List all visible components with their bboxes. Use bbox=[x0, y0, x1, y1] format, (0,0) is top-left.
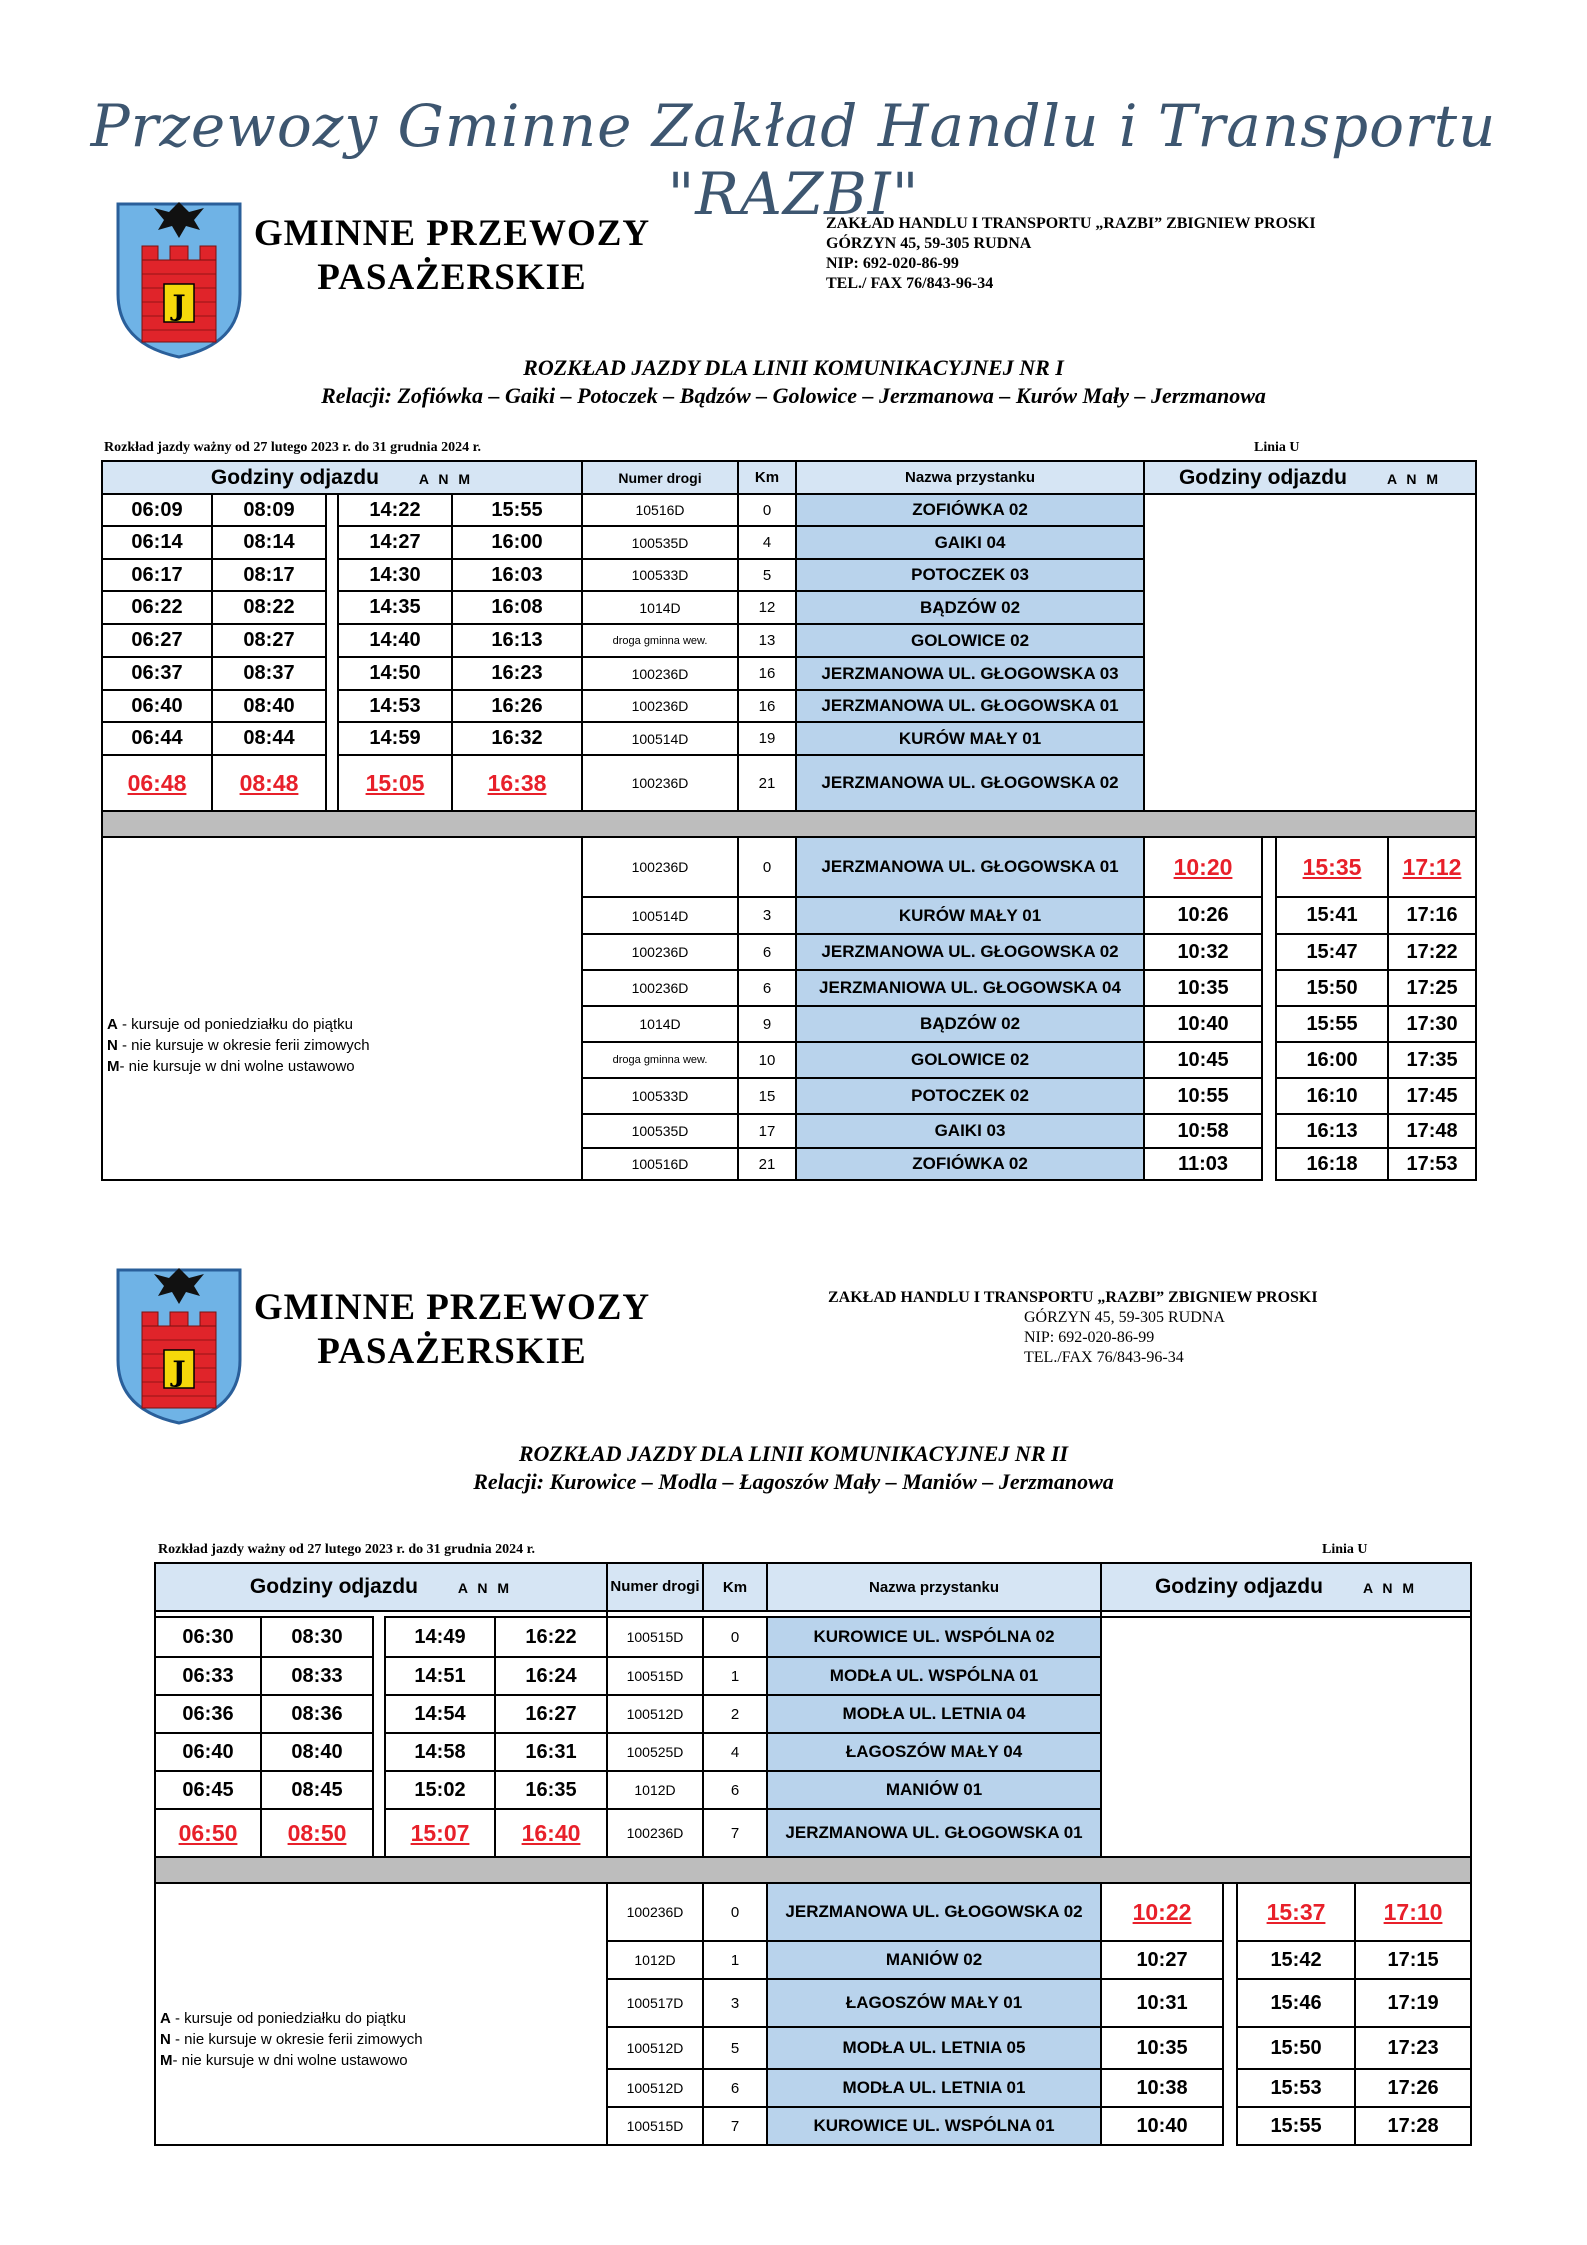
column-divider bbox=[1223, 1883, 1237, 1941]
return-time: 10:26 bbox=[1144, 897, 1262, 934]
road-number: 100236D bbox=[582, 934, 738, 970]
km-value: 12 bbox=[738, 591, 796, 624]
departure-time: 08:44 bbox=[212, 722, 326, 755]
stop-name: JERZMANOWA UL. GŁOGOWSKA 01 bbox=[767, 1809, 1101, 1857]
column-divider bbox=[1223, 1941, 1237, 1979]
return-time: 10:40 bbox=[1144, 1006, 1262, 1042]
km-value: 13 bbox=[738, 624, 796, 657]
km-value: 6 bbox=[738, 970, 796, 1006]
column-divider bbox=[373, 1657, 385, 1695]
road-number: 100236D bbox=[607, 1883, 703, 1941]
km-value: 2 bbox=[703, 1695, 767, 1733]
return-time: 16:00 bbox=[1276, 1042, 1388, 1078]
return-time: 15:50 bbox=[1276, 970, 1388, 1006]
stop-name: GAIKI 04 bbox=[796, 526, 1144, 559]
departure-row bbox=[102, 494, 1476, 526]
departure-time: 15:02 bbox=[385, 1771, 495, 1809]
departure-time: 15:55 bbox=[452, 494, 582, 526]
column-divider bbox=[1262, 970, 1276, 1006]
road-number: droga gminna wew. bbox=[582, 1042, 738, 1078]
departure-time: 14:58 bbox=[385, 1733, 495, 1771]
departure-time: 06:33 bbox=[155, 1657, 261, 1695]
departure-time: 06:40 bbox=[102, 690, 212, 722]
departure-time: 14:53 bbox=[338, 690, 452, 722]
return-time: 16:18 bbox=[1276, 1148, 1388, 1180]
return-time: 17:35 bbox=[1388, 1042, 1476, 1078]
column-divider bbox=[1262, 1078, 1276, 1114]
schedule-title: ROZKŁAD JAZDY DLA LINII KOMUNIKACYJNEJ NR I Relacji: Zofiówka – Gaiki – Potoczek – Bądzów – Golowice – Jerzmanowa – Kurów Mały – Jerzmanowa bbox=[321, 355, 1266, 408]
departure-time: 08:27 bbox=[212, 624, 326, 657]
return-time: 17:15 bbox=[1355, 1941, 1471, 1979]
return-time: 15:35 bbox=[1276, 837, 1388, 897]
km-value: 10 bbox=[738, 1042, 796, 1078]
return-time: 10:20 bbox=[1144, 837, 1262, 897]
header-row bbox=[102, 461, 1476, 494]
coat-of-arms-icon bbox=[114, 194, 244, 359]
column-divider bbox=[1262, 1148, 1276, 1180]
coat-of-arms-icon bbox=[114, 1260, 244, 1425]
return-time: 15:46 bbox=[1237, 1979, 1355, 2027]
stop-name: KUROWICE UL. WSPÓLNA 02 bbox=[767, 1617, 1101, 1657]
return-time: 15:53 bbox=[1237, 2069, 1355, 2107]
return-time: 17:23 bbox=[1355, 2027, 1471, 2069]
km-value: 1 bbox=[703, 1657, 767, 1695]
validity-note: Rozkład jazdy ważny od 27 lutego 2023 r. do 31 grudnia 2024 r. bbox=[104, 440, 482, 455]
return-time: 10:22 bbox=[1101, 1883, 1223, 1941]
departure-time: 14:22 bbox=[338, 494, 452, 526]
times-header-return: Godziny odjazdu A N M bbox=[1101, 1563, 1471, 1611]
departure-time: 06:48 bbox=[102, 755, 212, 811]
departure-time: 08:45 bbox=[261, 1771, 373, 1809]
return-time: 10:58 bbox=[1144, 1114, 1262, 1148]
departure-time: 06:17 bbox=[102, 559, 212, 591]
road-number: 100514D bbox=[582, 897, 738, 934]
departure-time: 06:22 bbox=[102, 591, 212, 624]
stop-name: MANIÓW 01 bbox=[767, 1771, 1101, 1809]
road-number: droga gminna wew. bbox=[582, 624, 738, 657]
column-divider bbox=[326, 690, 338, 722]
km-value: 7 bbox=[703, 2107, 767, 2145]
return-time: 17:25 bbox=[1388, 970, 1476, 1006]
coat-of-arms-logo bbox=[114, 1260, 244, 1430]
return-row bbox=[102, 837, 1476, 897]
legend bbox=[155, 1883, 607, 2145]
stop-name: MODŁA UL. LETNIA 04 bbox=[767, 1695, 1101, 1733]
stop-name: KUROWICE UL. WSPÓLNA 01 bbox=[767, 2107, 1101, 2145]
stop-name: ZOFIÓWKA 02 bbox=[796, 494, 1144, 526]
departure-time: 16:08 bbox=[452, 591, 582, 624]
km-value: 21 bbox=[738, 1148, 796, 1180]
departure-time: 08:14 bbox=[212, 526, 326, 559]
legend-item: A - kursuje od poniedziałku do piątku bbox=[107, 1016, 353, 1033]
return-time: 15:41 bbox=[1276, 897, 1388, 934]
departure-time: 14:40 bbox=[338, 624, 452, 657]
return-time: 10:27 bbox=[1101, 1941, 1223, 1979]
times-header: Godziny odjazdu A N M bbox=[102, 461, 582, 494]
km-value: 3 bbox=[738, 897, 796, 934]
departure-time: 14:35 bbox=[338, 591, 452, 624]
km-value: 16 bbox=[738, 657, 796, 690]
return-time: 10:35 bbox=[1144, 970, 1262, 1006]
stop-name: JERZMANOWA UL. GŁOGOWSKA 02 bbox=[796, 755, 1144, 811]
column-divider bbox=[1223, 1979, 1237, 2027]
departure-row bbox=[155, 1617, 1471, 1657]
departure-time: 14:51 bbox=[385, 1657, 495, 1695]
departure-time: 16:00 bbox=[452, 526, 582, 559]
company-info: ZAKŁAD HANDLU I TRANSPORTU „RAZBI” ZBIGNIEW PROSKI GÓRZYN 45, 59-305 RUDNA NIP: 692-020-86-99 TEL./FAX 76/843-96-34 bbox=[828, 1289, 1318, 1366]
column-divider bbox=[373, 1617, 385, 1657]
departure-time: 06:36 bbox=[155, 1695, 261, 1733]
road-number: 100533D bbox=[582, 559, 738, 591]
line-label: Linia U bbox=[1254, 440, 1300, 455]
departure-time: 16:38 bbox=[452, 755, 582, 811]
column-divider bbox=[326, 755, 338, 811]
km-value: 0 bbox=[703, 1883, 767, 1941]
road-number: 100516D bbox=[582, 1148, 738, 1180]
departure-time: 08:40 bbox=[212, 690, 326, 722]
road-header: Numer drogi bbox=[607, 1563, 703, 1611]
km-value: 4 bbox=[703, 1733, 767, 1771]
return-time: 10:32 bbox=[1144, 934, 1262, 970]
times-header: Godziny odjazdu A N M bbox=[155, 1563, 607, 1611]
stop-name: JERZMANOWA UL. GŁOGOWSKA 02 bbox=[767, 1883, 1101, 1941]
road-number: 100515D bbox=[607, 1657, 703, 1695]
departure-time: 06:37 bbox=[102, 657, 212, 690]
return-time: 17:28 bbox=[1355, 2107, 1471, 2145]
legend-item: M- nie kursuje w dni wolne ustawowo bbox=[107, 1058, 355, 1075]
schedule-title: ROZKŁAD JAZDY DLA LINII KOMUNIKACYJNEJ NR II Relacji: Kurowice – Modla – Łagoszów Mały – Maniów – Jerzmanowa bbox=[473, 1441, 1114, 1494]
return-time: 17:30 bbox=[1388, 1006, 1476, 1042]
stop-name: BĄDZÓW 02 bbox=[796, 591, 1144, 624]
road-number: 1012D bbox=[607, 1771, 703, 1809]
return-time: 10:38 bbox=[1101, 2069, 1223, 2107]
km-value: 9 bbox=[738, 1006, 796, 1042]
column-divider bbox=[373, 1809, 385, 1857]
departure-time: 06:45 bbox=[155, 1771, 261, 1809]
road-number: 100533D bbox=[582, 1078, 738, 1114]
stop-name: ŁAGOSZÓW MAŁY 04 bbox=[767, 1733, 1101, 1771]
km-value: 7 bbox=[703, 1809, 767, 1857]
column-divider bbox=[1262, 837, 1276, 897]
road-number: 100515D bbox=[607, 1617, 703, 1657]
departure-time: 08:36 bbox=[261, 1695, 373, 1733]
line-label: Linia U bbox=[1322, 1542, 1368, 1557]
km-value: 6 bbox=[738, 934, 796, 970]
departure-time: 06:14 bbox=[102, 526, 212, 559]
km-value: 4 bbox=[738, 526, 796, 559]
column-divider bbox=[1223, 2069, 1237, 2107]
departure-time: 08:40 bbox=[261, 1733, 373, 1771]
return-time: 17:26 bbox=[1355, 2069, 1471, 2107]
road-number: 100515D bbox=[607, 2107, 703, 2145]
road-number: 100236D bbox=[582, 690, 738, 722]
column-divider bbox=[373, 1771, 385, 1809]
departure-time: 08:48 bbox=[212, 755, 326, 811]
legend-item: A - kursuje od poniedziałku do piątku bbox=[160, 2010, 406, 2027]
stop-name: ZOFIÓWKA 02 bbox=[796, 1148, 1144, 1180]
departure-time: 16:27 bbox=[495, 1695, 607, 1733]
road-number: 100512D bbox=[607, 1695, 703, 1733]
stop-name: JERZMANIOWA UL. GŁOGOWSKA 04 bbox=[796, 970, 1144, 1006]
column-divider bbox=[326, 591, 338, 624]
departure-time: 14:27 bbox=[338, 526, 452, 559]
departure-time: 16:40 bbox=[495, 1809, 607, 1857]
column-divider bbox=[1223, 2107, 1237, 2145]
road-number: 100535D bbox=[582, 1114, 738, 1148]
km-value: 0 bbox=[738, 494, 796, 526]
legend bbox=[102, 837, 582, 1180]
return-time: 10:45 bbox=[1144, 1042, 1262, 1078]
column-divider bbox=[326, 657, 338, 690]
km-value: 19 bbox=[738, 722, 796, 755]
return-time: 17:45 bbox=[1388, 1078, 1476, 1114]
column-divider bbox=[1262, 1114, 1276, 1148]
coat-of-arms-logo bbox=[114, 194, 244, 364]
stop-name: BĄDZÓW 02 bbox=[796, 1006, 1144, 1042]
km-value: 3 bbox=[703, 1979, 767, 2027]
stop-name: JERZMANOWA UL. GŁOGOWSKA 03 bbox=[796, 657, 1144, 690]
departure-time: 16:13 bbox=[452, 624, 582, 657]
stop-header: Nazwa przystanku bbox=[796, 461, 1144, 494]
departure-time: 08:09 bbox=[212, 494, 326, 526]
stop-name: POTOCZEK 02 bbox=[796, 1078, 1144, 1114]
departure-time: 16:35 bbox=[495, 1771, 607, 1809]
return-time: 10:40 bbox=[1101, 2107, 1223, 2145]
column-divider bbox=[373, 1733, 385, 1771]
road-number: 100236D bbox=[607, 1809, 703, 1857]
return-time: 15:42 bbox=[1237, 1941, 1355, 1979]
return-time: 17:12 bbox=[1388, 837, 1476, 897]
road-number: 1012D bbox=[607, 1941, 703, 1979]
return-time: 16:13 bbox=[1276, 1114, 1388, 1148]
departure-time: 06:50 bbox=[155, 1809, 261, 1857]
return-time: 15:37 bbox=[1237, 1883, 1355, 1941]
departure-time: 14:49 bbox=[385, 1617, 495, 1657]
road-number: 100514D bbox=[582, 722, 738, 755]
km-value: 5 bbox=[703, 2027, 767, 2069]
departure-time: 08:17 bbox=[212, 559, 326, 591]
km-value: 0 bbox=[738, 837, 796, 897]
departure-time: 08:30 bbox=[261, 1617, 373, 1657]
column-divider bbox=[1262, 1006, 1276, 1042]
departure-time: 15:05 bbox=[338, 755, 452, 811]
road-number: 10516D bbox=[582, 494, 738, 526]
road-number: 100236D bbox=[582, 837, 738, 897]
km-value: 21 bbox=[738, 755, 796, 811]
timetable-line-2 bbox=[154, 1562, 1472, 2146]
km-value: 6 bbox=[703, 2069, 767, 2107]
road-number: 100517D bbox=[607, 1979, 703, 2027]
return-time: 15:47 bbox=[1276, 934, 1388, 970]
stop-name: JERZMANOWA UL. GŁOGOWSKA 02 bbox=[796, 934, 1144, 970]
legend-item: N - nie kursuje w okresie ferii zimowych bbox=[107, 1037, 370, 1054]
road-number: 100535D bbox=[582, 526, 738, 559]
svg-text:J: J bbox=[172, 1355, 186, 1388]
column-divider bbox=[326, 624, 338, 657]
page-title: Przewozy Gminne Zakład Handlu i Transportu "RAZBI" bbox=[90, 92, 1497, 228]
timetable-line-1 bbox=[101, 460, 1477, 1181]
departure-time: 08:50 bbox=[261, 1809, 373, 1857]
road-number: 100512D bbox=[607, 2069, 703, 2107]
departure-time: 08:33 bbox=[261, 1657, 373, 1695]
km-value: 1 bbox=[703, 1941, 767, 1979]
column-divider bbox=[1262, 897, 1276, 934]
departure-time: 14:54 bbox=[385, 1695, 495, 1733]
departure-time: 06:40 bbox=[155, 1733, 261, 1771]
column-divider bbox=[373, 1695, 385, 1733]
return-time: 16:10 bbox=[1276, 1078, 1388, 1114]
column-divider bbox=[326, 722, 338, 755]
stop-header: Nazwa przystanku bbox=[767, 1563, 1101, 1611]
company-info: ZAKŁAD HANDLU I TRANSPORTU „RAZBI” ZBIGNIEW PROSKI GÓRZYN 45, 59-305 RUDNA NIP: 692-020-86-99 TEL./ FAX 76/843-96-34 bbox=[826, 215, 1316, 292]
stop-name: MANIÓW 02 bbox=[767, 1941, 1101, 1979]
stop-name: GOLOWICE 02 bbox=[796, 1042, 1144, 1078]
return-time: 15:55 bbox=[1276, 1006, 1388, 1042]
km-value: 0 bbox=[703, 1617, 767, 1657]
header-row bbox=[155, 1563, 1471, 1611]
departure-time: 16:03 bbox=[452, 559, 582, 591]
stop-name: KURÓW MAŁY 01 bbox=[796, 897, 1144, 934]
column-divider bbox=[1223, 2027, 1237, 2069]
departure-time: 06:09 bbox=[102, 494, 212, 526]
stop-name: JERZMANOWA UL. GŁOGOWSKA 01 bbox=[796, 690, 1144, 722]
departure-time: 16:26 bbox=[452, 690, 582, 722]
departure-time: 06:44 bbox=[102, 722, 212, 755]
svg-text:J: J bbox=[172, 289, 186, 322]
stop-name: JERZMANOWA UL. GŁOGOWSKA 01 bbox=[796, 837, 1144, 897]
brand-name: GMINNE PRZEWOZY PASAŻERSKIE bbox=[253, 1287, 651, 1372]
road-number: 100525D bbox=[607, 1733, 703, 1771]
return-time: 15:50 bbox=[1237, 2027, 1355, 2069]
departure-time: 14:50 bbox=[338, 657, 452, 690]
departure-time: 16:22 bbox=[495, 1617, 607, 1657]
stop-name: MODŁA UL. LETNIA 05 bbox=[767, 2027, 1101, 2069]
road-header: Numer drogi bbox=[582, 461, 738, 494]
km-value: 17 bbox=[738, 1114, 796, 1148]
return-row bbox=[155, 1883, 1471, 1941]
departure-time: 14:30 bbox=[338, 559, 452, 591]
separator-row bbox=[102, 811, 1476, 837]
times-header-return: Godziny odjazdu A N M bbox=[1144, 461, 1476, 494]
km-value: 6 bbox=[703, 1771, 767, 1809]
departure-time: 06:27 bbox=[102, 624, 212, 657]
departure-time: 08:22 bbox=[212, 591, 326, 624]
column-divider bbox=[326, 494, 338, 526]
departure-time: 16:31 bbox=[495, 1733, 607, 1771]
road-number: 1014D bbox=[582, 591, 738, 624]
stop-name: GOLOWICE 02 bbox=[796, 624, 1144, 657]
return-time: 15:55 bbox=[1237, 2107, 1355, 2145]
column-divider bbox=[326, 526, 338, 559]
km-value: 15 bbox=[738, 1078, 796, 1114]
departure-time: 16:32 bbox=[452, 722, 582, 755]
departure-time: 16:23 bbox=[452, 657, 582, 690]
stop-name: ŁAGOSZÓW MAŁY 01 bbox=[767, 1979, 1101, 2027]
separator-row bbox=[155, 1857, 1471, 1883]
column-divider bbox=[326, 559, 338, 591]
validity-note: Rozkład jazdy ważny od 27 lutego 2023 r. do 31 grudnia 2024 r. bbox=[158, 1542, 536, 1557]
return-time: 10:31 bbox=[1101, 1979, 1223, 2027]
departure-time: 08:37 bbox=[212, 657, 326, 690]
legend-item: N - nie kursuje w okresie ferii zimowych bbox=[160, 2031, 423, 2048]
road-number: 100236D bbox=[582, 657, 738, 690]
road-number: 1014D bbox=[582, 1006, 738, 1042]
stop-name: MODŁA UL. WSPÓLNA 01 bbox=[767, 1657, 1101, 1695]
stop-name: KURÓW MAŁY 01 bbox=[796, 722, 1144, 755]
column-divider bbox=[1262, 934, 1276, 970]
road-number: 100236D bbox=[582, 970, 738, 1006]
road-number: 100236D bbox=[582, 755, 738, 811]
stop-name: POTOCZEK 03 bbox=[796, 559, 1144, 591]
return-time: 17:19 bbox=[1355, 1979, 1471, 2027]
km-header: Km bbox=[738, 461, 796, 494]
legend-item: M- nie kursuje w dni wolne ustawowo bbox=[160, 2052, 408, 2069]
return-time: 10:35 bbox=[1101, 2027, 1223, 2069]
stop-name: MODŁA UL. LETNIA 01 bbox=[767, 2069, 1101, 2107]
km-value: 5 bbox=[738, 559, 796, 591]
column-divider bbox=[1262, 1042, 1276, 1078]
empty-return-block bbox=[1144, 494, 1476, 811]
return-time: 10:55 bbox=[1144, 1078, 1262, 1114]
brand-name: GMINNE PRZEWOZY PASAŻERSKIE bbox=[253, 213, 651, 298]
km-value: 16 bbox=[738, 690, 796, 722]
departure-time: 15:07 bbox=[385, 1809, 495, 1857]
departure-time: 14:59 bbox=[338, 722, 452, 755]
return-time: 17:48 bbox=[1388, 1114, 1476, 1148]
departure-time: 16:24 bbox=[495, 1657, 607, 1695]
departure-time: 06:30 bbox=[155, 1617, 261, 1657]
return-time: 11:03 bbox=[1144, 1148, 1262, 1180]
stop-name: GAIKI 03 bbox=[796, 1114, 1144, 1148]
empty-return-block bbox=[1101, 1617, 1471, 1857]
return-time: 17:10 bbox=[1355, 1883, 1471, 1941]
return-time: 17:16 bbox=[1388, 897, 1476, 934]
return-time: 17:53 bbox=[1388, 1148, 1476, 1180]
return-time: 17:22 bbox=[1388, 934, 1476, 970]
road-number: 100512D bbox=[607, 2027, 703, 2069]
km-header: Km bbox=[703, 1563, 767, 1611]
